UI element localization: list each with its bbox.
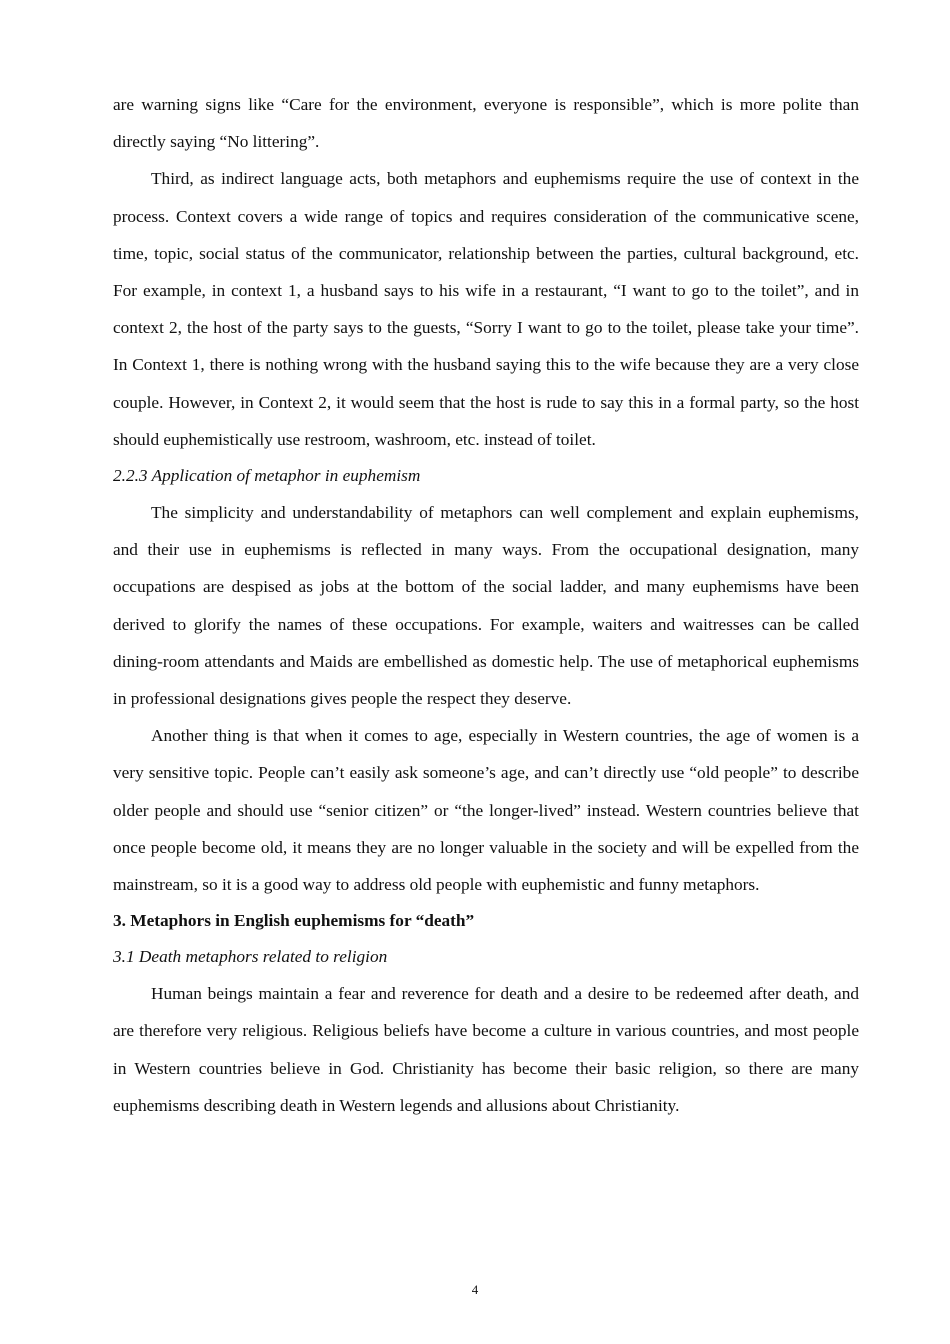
section-heading-3-1: 3.1 Death metaphors related to religion — [113, 947, 388, 967]
section-heading-2-2-3: 2.2.3 Application of metaphor in euphemism — [113, 466, 421, 486]
document-body — [113, 86, 859, 1124]
section-heading-3: 3. Metaphors in English euphemisms for “death” — [113, 911, 475, 931]
paragraph-context: Third, as indirect language acts, both metaphors and euphemisms require the use of context in the process. Context covers a wide range of topics and requires consideration of the communicative scene, time, topic, social status of the communicator, relationship between the parties, cultural background, etc. For example, in context 1, a husband says to his wife in a restaurant, “I want to go to the toilet”, and in context 2, the host of the party says to the guests, “Sorry I want to go to the toilet, please take your time”. In Context 1, there is nothing wrong with the husband saying this to the wife because they are a very close couple. However, in Context 2, it would seem that the host is rude to say this in a formal party, so the host should euphemistically use restroom, washroom, etc. instead of toilet. — [113, 169, 859, 449]
page-number: 4 — [471, 1282, 479, 1297]
paragraph-continuation: are warning signs like “Care for the environment, everyone is responsible”, which is more polite than directly saying “No littering”. — [113, 95, 859, 152]
paragraph-age: Another thing is that when it comes to age, especially in Western countries, the age of women is a very sensitive topic. People can’t easily ask someone’s age, and can’t directly use “old people” to describe older people and should use “senior citizen” or “the longer-lived” instead. Western countries believe that once people become old, it means they are no longer valuable in the society and will be expelled from the mainstream, so it is a good way to address old people with euphemistic and funny metaphors. — [113, 726, 859, 895]
paragraph-occupational: The simplicity and understandability of metaphors can well complement and explain euphemisms, and their use in euphemisms is reflected in many ways. From the occupational designation, many occupations are despised as jobs at the bottom of the social ladder, and many euphemisms have been derived to glorify the names of these occupations. For example, waiters and waitresses can be called dining-room attendants and Maids are embellished as domestic help. The use of metaphorical euphemisms in professional designations gives people the respect they deserve. — [113, 503, 859, 709]
paragraph-religion: Human beings maintain a fear and reverence for death and a desire to be redeemed after death, and are therefore very religious. Religious beliefs have become a culture in various countries, and most people in Western countries believe in God. Christianity has become their basic religion, so there are many euphemisms describing death in Western legends and allusions about Christianity. — [113, 984, 859, 1115]
